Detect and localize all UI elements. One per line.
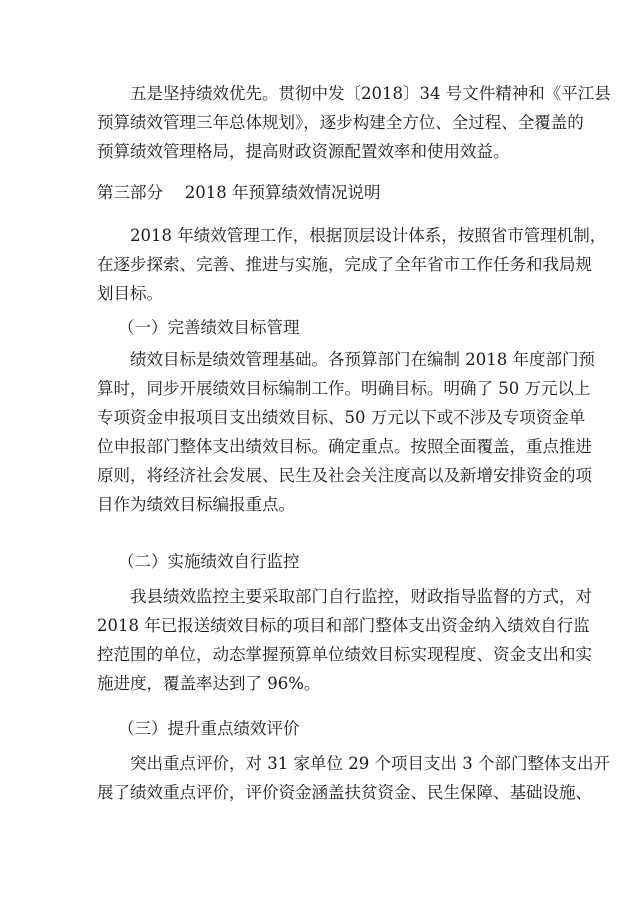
part-three-heading: 第三部分 2018 年预算绩效情况说明: [97, 183, 381, 202]
text-line: 控范围的单位，动态掌握预算单位绩效目标实现程度、资金支出和实: [97, 645, 592, 664]
paragraph-key-evaluation: [97, 749, 610, 807]
text-line: 2018 年绩效管理工作，根据顶层设计体系，按照省市管理机制，: [130, 226, 607, 245]
paragraph-target-management: [97, 345, 595, 519]
paragraph-goal-five: [97, 79, 611, 166]
paragraph-self-monitoring: [97, 582, 592, 698]
text-line: 算时，同步开展绩效目标编制工作。明确目标。明确了 50 万元以上: [97, 379, 591, 398]
text-line: 预算绩效管理格局，提高财政资源配置效率和使用效益。: [97, 142, 510, 161]
text-line: 2018 年已报送绩效目标的项目和部门整体支出资金纳入绩效自行监: [97, 616, 590, 635]
text-line: 展了绩效重点评价，评价资金涵盖扶贫资金、民生保障、基础设施、: [97, 783, 592, 802]
paragraph-2018-overview: [97, 221, 607, 308]
text-line: 目作为绩效目标编报重点。: [97, 495, 295, 514]
text-line: 预算绩效管理三年总体规划》，逐步构建全方位、全过程、全覆盖的: [97, 113, 584, 132]
text-line: 施进度，覆盖率达到了 96%。: [97, 674, 321, 693]
text-line: 在逐步探索、完善、推进与实施，完成了全年省市工作任务和我局规: [97, 255, 592, 274]
text-line: 原则，将经济社会发展、民生及社会关注度高以及新增安排资金的项: [97, 466, 592, 485]
text-line: 五是坚持绩效优先。贯彻中发〔2018〕34 号文件精神和《平江县: [130, 84, 611, 103]
section-two-heading: （二）实施绩效自行监控: [118, 552, 300, 571]
text-line: 专项资金申报项目支出绩效目标、50 万元以下或不涉及专项资金单: [97, 408, 586, 427]
section-three-heading: （三）提升重点绩效评价: [118, 719, 300, 738]
text-line: 我县绩效监控主要采取部门自行监控，财政指导监督的方式，对: [130, 587, 592, 606]
section-one-heading: （一）完善绩效目标管理: [118, 318, 300, 337]
text-line: 突出重点评价，对 31 家单位 29 个项目支出 3 个部门整体支出开: [130, 754, 610, 773]
text-line: 划目标。: [97, 284, 163, 303]
text-line: 位申报部门整体支出绩效目标。确定重点。按照全面覆盖，重点推进: [97, 437, 592, 456]
text-line: 绩效目标是绩效管理基础。各预算部门在编制 2018 年度部门预: [130, 350, 595, 369]
